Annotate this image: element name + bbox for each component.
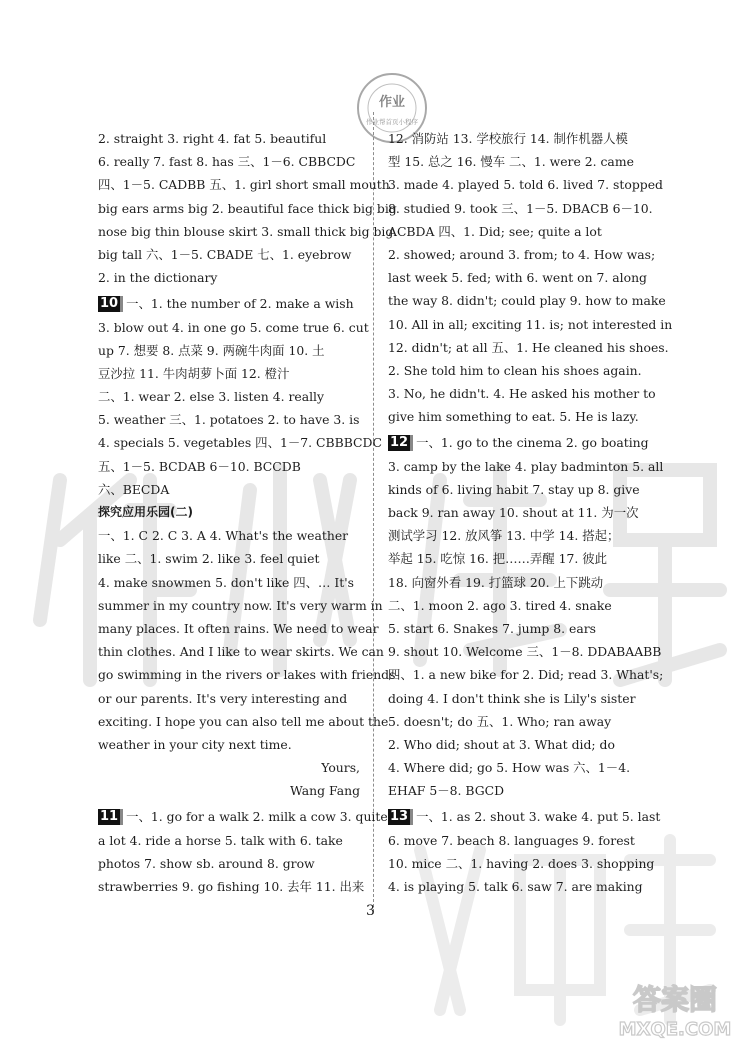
answer-line: big tall 六、1－5. CBADE 七、1. eyebrow — [98, 246, 352, 262]
answer-line: 一、1. C 2. C 3. A 4. What's the weather — [98, 528, 349, 544]
answer-line: 6. move 7. beach 8. languages 9. forest — [388, 832, 635, 848]
answer-line: many places. It often rains. We need to wear — [98, 620, 379, 636]
answer-line: or our parents. It's very interesting and — [98, 690, 348, 706]
site-logo-watermark — [610, 975, 740, 1041]
answer-line: 10. All in all; exciting 11. is; not interested in — [388, 316, 673, 332]
answer-line: 2. Who did; shout at 3. What did; do — [388, 736, 615, 752]
answer-line: 四、1－5. CADBB 五、1. girl short small mouth — [98, 177, 390, 193]
answer-line: 10. mice 二、1. having 2. does 3. shopping — [388, 855, 655, 871]
answer-line: the way 8. didn't; could play 9. how to make — [388, 293, 666, 309]
answer-line: big ears arms big 2. beautiful face thick big big — [98, 200, 397, 216]
answer-line: 测试学习 12. 放风筝 13. 中学 14. 搭起； — [388, 528, 620, 544]
answer-line: 5. start 6. Snakes 7. jump 8. ears — [388, 620, 597, 636]
answer-line: 18. 向窗外看 19. 打篮球 20. 上下跳动 — [388, 574, 604, 590]
answer-line: doing 4. I don't think she is Lily's sister — [388, 690, 636, 706]
answer-line: 12. didn't; at all 五、1. He cleaned his shoes. — [388, 339, 669, 355]
answer-line: 8. studied 9. took 三、1－5. DBACB 6－10. — [388, 200, 653, 216]
answer-line: a lot 4. ride a horse 5. talk with 6. take — [98, 832, 343, 848]
unit-badge-12: 12 — [388, 435, 413, 451]
answer-line: 五、1－5. BCDAB 6－10. BCCDB — [98, 458, 301, 474]
answer-line: 3. made 4. played 5. told 6. lived 7. stopped — [388, 177, 663, 193]
answer-line: like 二、1. swim 2. like 3. feel quiet — [98, 551, 320, 567]
answer-text: 一、1. go to the cinema 2. go boating — [416, 435, 649, 451]
answer-line: 型 15. 总之 16. 慢车 二、1. were 2. came — [388, 154, 634, 170]
answer-line: 5. weather 三、1. potatoes 2. to have 3. is — [98, 412, 360, 428]
answer-line: 六、BECDA — [98, 481, 170, 497]
unit-13-first-line — [388, 805, 661, 828]
answer-line: 二、1. wear 2. else 3. listen 4. really — [98, 389, 325, 405]
left-column — [98, 127, 397, 898]
answer-line: 2. showed; around 3. from; to 4. How was; — [388, 246, 656, 262]
site-url-text: MXQE.COM — [618, 1019, 732, 1040]
answer-line: kinds of 6. living habit 7. stay up 8. give — [388, 481, 640, 497]
answer-text: 一、1. as 2. shout 3. wake 4. put 5. last — [416, 809, 661, 825]
unit-10-first-line — [98, 292, 366, 315]
answer-line: strawberries 9. go fishing 10. 去年 11. 出来 — [98, 879, 365, 894]
answer-line: give him something to eat. 5. He is lazy. — [388, 409, 639, 425]
answer-line: 2. in the dictionary — [98, 270, 218, 286]
stamp-top-text: 作业 — [378, 95, 406, 110]
answer-line: exciting. I hope you can also tell me about the — [98, 713, 389, 729]
right-column — [388, 127, 673, 898]
answer-line: EHAF 5－8. BGCD — [388, 783, 505, 799]
answer-line: 豆沙拉 11. 牛肉胡萝卜面 12. 橙汁 — [98, 365, 290, 381]
answer-line: back 9. ran away 10. shout at 11. 为一次 — [388, 505, 639, 520]
answer-line: last week 5. fed; with 6. went on 7. along — [388, 270, 647, 286]
unit-badge-13: 13 — [388, 809, 413, 825]
answer-line: 3. camp by the lake 4. play badminton 5. all — [388, 458, 664, 474]
answer-line: 5. doesn't; do 五、1. Who; ran away — [388, 713, 612, 729]
unit-12-first-line — [388, 431, 656, 454]
answer-line: 4. specials 5. vegetables 四、1－7. CBBBCDC — [98, 435, 382, 451]
answer-line: 4. Where did; go 5. How was 六、1－4. — [388, 760, 631, 776]
answer-line: 2. straight 3. right 4. fat 5. beautiful — [98, 131, 327, 146]
answer-line: 4. make snowmen 5. don't like 四、… It's — [98, 574, 354, 590]
answer-line: go swimming in the rivers or lakes with friends — [98, 667, 396, 683]
answer-line: 2. She told him to clean his shoes again. — [388, 362, 642, 378]
letter-signature: Wang Fang — [290, 783, 360, 799]
answer-line: 4. is playing 5. talk 6. saw 7. are making — [388, 879, 643, 894]
answer-line: nose big thin blouse skirt 3. small thick big big — [98, 223, 394, 239]
page-number: 3 — [366, 903, 375, 919]
answer-line: 3. blow out 4. in one go 5. come true 6. cut — [98, 319, 369, 335]
answer-line: 二、1. moon 2. ago 3. tired 4. snake — [388, 597, 612, 613]
unit-11-first-line — [98, 805, 388, 828]
stamp-ring-text: 作业帮首页小程序 — [366, 118, 418, 126]
answer-line: 举起 15. 吃惊 16. 把……弄醒 17. 彼此 — [388, 551, 608, 567]
unit-badge-11: 11 — [98, 809, 123, 825]
answer-text: 一、1. go for a walk 2. milk a cow 3. quite — [126, 809, 388, 825]
answer-line: weather in your city next time. — [98, 736, 292, 752]
answer-line: up 7. 想要 8. 点菜 9. 两碗牛肉面 10. 土 — [98, 342, 325, 358]
answer-line: 6. really 7. fast 8. has 三、1－6. CBBCDC — [98, 154, 356, 170]
answer-line: summer in my country now. It's very warm in — [98, 597, 383, 613]
answer-text: 一、1. the number of 2. make a wish — [126, 296, 354, 312]
letter-closing: Yours, — [321, 760, 360, 776]
site-logo-text: 答案圈 — [632, 983, 718, 1016]
answer-line: photos 7. show sb. around 8. grow — [98, 855, 315, 871]
answer-line: 9. shout 10. Welcome 三、1－8. DDABAABB — [388, 644, 662, 660]
answer-line: 12. 消防站 13. 学校旅行 14. 制作机器人模 — [388, 131, 628, 146]
answer-line: ACBDA 四、1. Did; see; quite a lot — [388, 223, 602, 239]
answer-line: thin clothes. And I like to wear skirts. We can — [98, 644, 384, 660]
unit-badge-10: 10 — [98, 296, 123, 312]
answer-line: 3. No, he didn't. 4. He asked his mother to — [388, 386, 656, 402]
answer-line: 四、1. a new bike for 2. Did; read 3. What's; — [388, 667, 664, 683]
section-heading: 探究应用乐园(二) — [98, 505, 193, 519]
